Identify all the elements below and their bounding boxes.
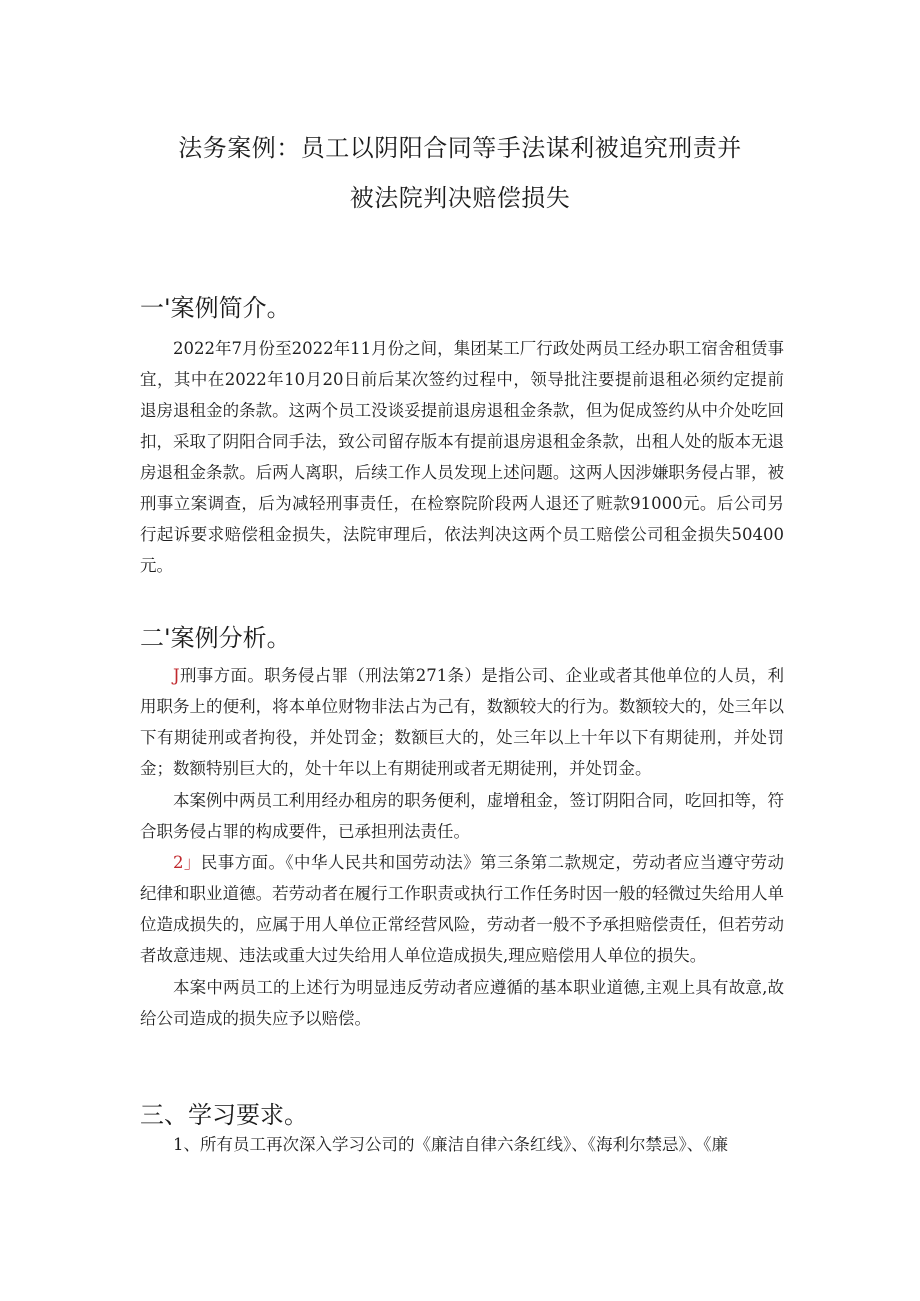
section-2-case-civil-paragraph: 本案中两员工的上述行为明显违反劳动者应遵循的基本职业道德,主观上具有故意,故给公司造成的损失应予以赔偿。 (140, 978, 784, 1028)
civil-list-marker: 2」 (173, 853, 201, 872)
document-title-line-1: 法务案例：员工以阴阳合同等手法谋利被追究刑责并 (178, 134, 742, 162)
civil-paragraph-text: 民事方面。《中华人民共和国劳动法》第三条第二款规定，劳动者应当遵守劳动纪律和职业道德。若劳动者在履行工作职责或执行工作任务时因一般的轻微过失给用人单位造成损失的，应属于用人单位正常经营风险，劳动者一般不予承担赔偿责任，但若劳动者故意违规、违法或重大过失给用人单位造成损失,理应赔偿用人单位的损失。 (140, 853, 785, 965)
section-2-criminal-paragraph (140, 660, 784, 784)
criminal-paragraph-text: 刑事方面。职务侵占罪（刑法第271条）是指公司、企业或者其他单位的人员，利用职务上的便利，将本单位财物非法占为己有，数额较大的行为。数额较大的，处三年以下有期徒刑或者拘役，并处罚金；数额巨大的，处三年以上十年以下有期徒刑，并处罚金；数额特别巨大的，处十年以上有期徒刑或者无期徒刑，并处罚金。 (140, 666, 784, 778)
document-title-line-2: 被法院判决赔偿损失 (349, 184, 571, 212)
section-3-item-1: 1、所有员工再次深入学习公司的《廉洁自律六条红线》、《海利尔禁忌》、《廉 (173, 1135, 728, 1154)
section-1-paragraph: 2022年7月份至2022年11月份之间，集团某工厂行政处两员工经办职工宿舍租赁事宜，其中在2022年10月20日前后某次签约过程中，领导批注要提前退租必须约定提前退房退租金的条款。这两个员工没谈妥提前退房退租金条款，但为促成签约从中介处吃回扣，采取了阴阳合同手法，致公司留存版本有提前退房退租金条款，出租人处的版本无退房退租金条款。后两人离职，后续工作人员发现上述问题。这两人因涉嫌职务侵占罪，被刑事立案调查，后为减轻刑事责任，在检察院阶段两人退还了赃款91000元。后公司另行起诉要求赔偿租金损失，法院审理后，依法判决这两个员工赔偿公司租金损失50400元。 (140, 339, 784, 575)
section-1-heading: 一'案例简介。 (140, 294, 291, 322)
section-2-civil-paragraph (140, 847, 784, 971)
criminal-list-marker: J (173, 666, 180, 685)
section-3-heading: 三、学习要求。 (140, 1101, 308, 1129)
section-2-heading: 二'案例分析。 (140, 624, 291, 652)
section-2-case-criminal-paragraph: 本案例中两员工利用经办租房的职务便利，虚增租金，签订阴阳合同，吃回扣等，符合职务侵占罪的构成要件，已承担刑法责任。 (140, 791, 784, 841)
